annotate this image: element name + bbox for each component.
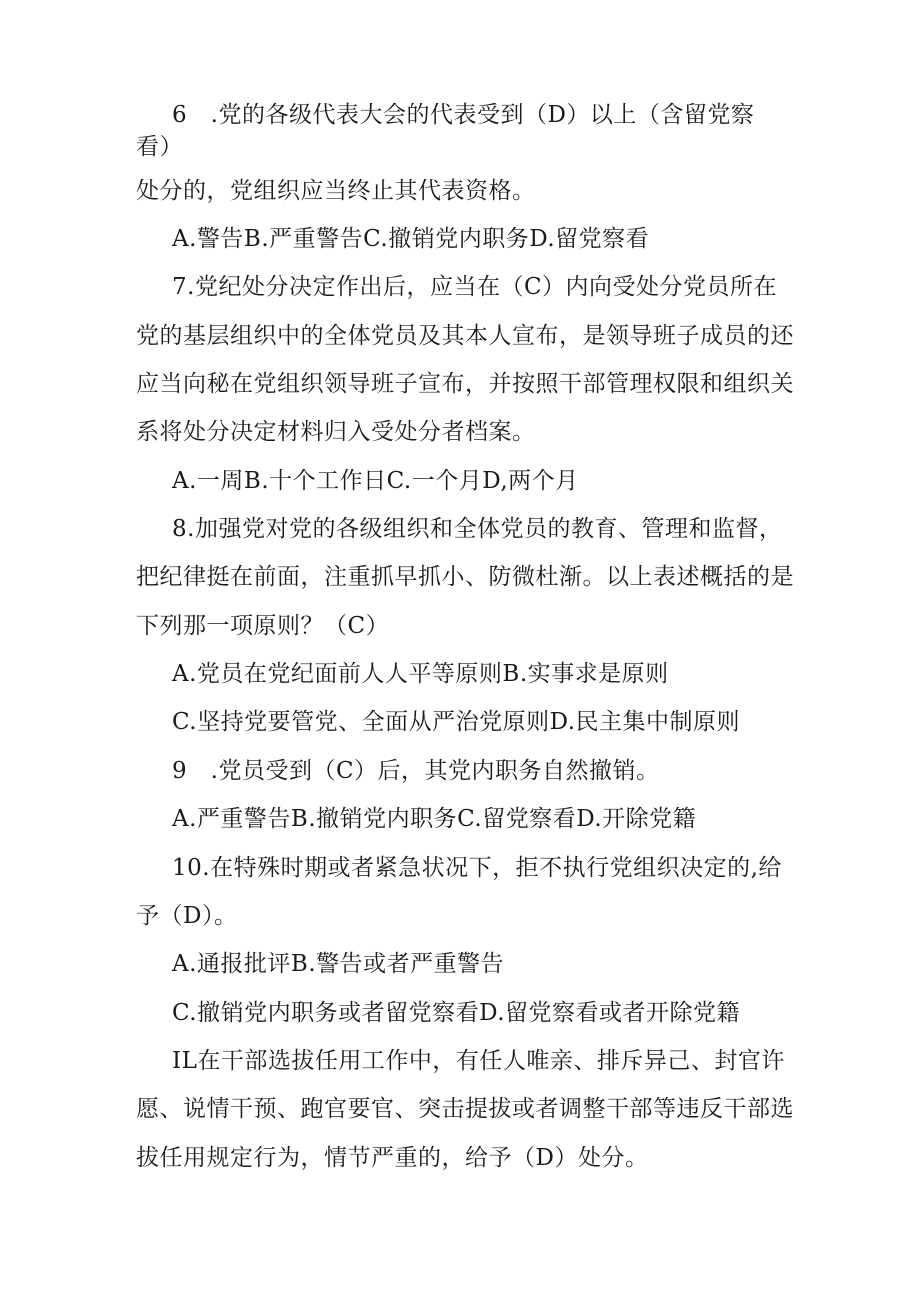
q7-options: A.一周B.十个工作日C.一个月D,两个月 bbox=[172, 468, 579, 494]
q8-line-3: 下列那一项原则？（C） bbox=[136, 613, 390, 639]
q10-options-1: A.通报批评B.警告或者严重警告 bbox=[172, 951, 505, 977]
q6-options: A.警告B.严重警告C.撤销党内职务D.留党察看 bbox=[172, 226, 650, 252]
q10-options-2: C.撤销党内职务或者留党察看D.留党察看或者开除党籍 bbox=[172, 1000, 741, 1026]
q7-line-2: 党的基层组织中的全体党员及其本人宣布，是领导班子成员的还 bbox=[136, 323, 794, 349]
q6-line-2: 看） bbox=[136, 134, 183, 160]
q11-line-3: 拔任用规定行为，情节严重的，给予（D）处分。 bbox=[136, 1145, 649, 1171]
q9-line-1: 9 .党员受到（C）后，其党内职务自然撤销。 bbox=[172, 758, 660, 784]
q10-line-1: 10.在特殊时期或者紧急状况下，拒不执行党组织决定的,给 bbox=[172, 855, 782, 881]
q7-line-4: 系将处分决定材料归入受处分者档案。 bbox=[136, 419, 536, 445]
q6-line-1: 6 .党的各级代表大会的代表受到（D）以上（含留党察 bbox=[172, 102, 755, 128]
q10-line-2: 予（D）。 bbox=[136, 903, 238, 929]
q6-line-3: 处分的，党组织应当终止其代表资格。 bbox=[136, 178, 536, 204]
q7-line-1: 7.党纪处分决定作出后，应当在（C）内向受处分党员所在 bbox=[172, 274, 778, 300]
q8-options-2: C.坚持党要管党、全面从严治党原则D.民主集中制原则 bbox=[172, 709, 741, 735]
q8-line-2: 把纪律挺在前面，注重抓早抓小、防微杜渐。以上表述概括的是 bbox=[136, 564, 794, 590]
q9-options: A.严重警告B.撤销党内职务C.留党察看D.开除党籍 bbox=[172, 806, 697, 832]
q8-options-1: A.党员在党纪面前人人平等原则B.实事求是原则 bbox=[172, 661, 669, 687]
q8-line-1: 8.加强党对党的各级组织和全体党员的教育、管理和监督， bbox=[172, 516, 783, 542]
q11-line-1: IL在干部选拔任用工作中，有任人唯亲、排斥异己、封官许 bbox=[172, 1048, 785, 1074]
q7-line-3: 应当向秘在党组织领导班子宣布，并按照干部管理权限和组织关 bbox=[136, 371, 794, 397]
q11-line-2: 愿、说情干预、跑官要官、突击提拔或者调整干部等违反干部选 bbox=[136, 1096, 794, 1122]
